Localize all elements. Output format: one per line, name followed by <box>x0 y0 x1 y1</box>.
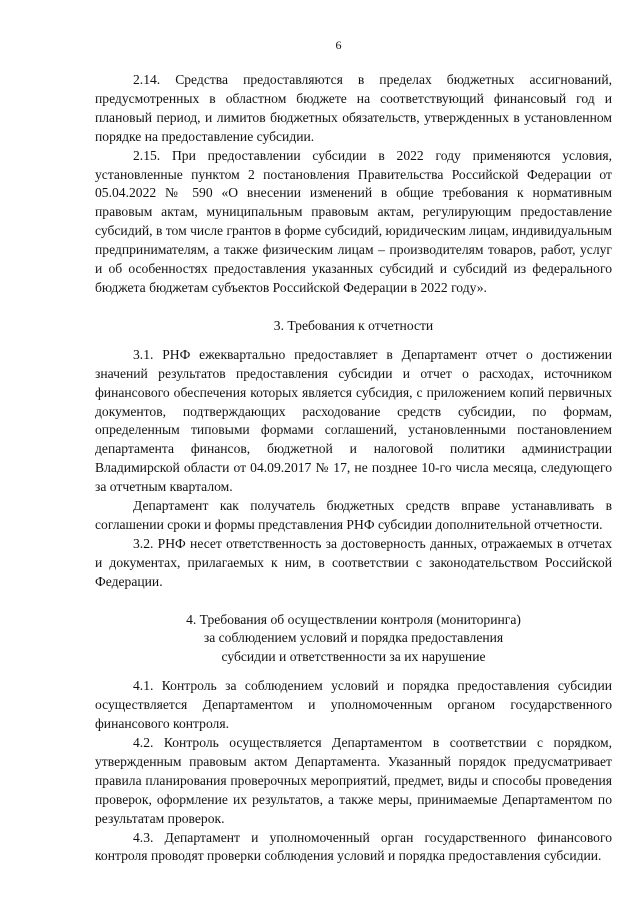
paragraph-3-2: 3.2. РНФ несет ответственность за достоверность данных, отражаемых в отчетах и документах, прилагаемых к ним, в соответствии с законодательством Российской Федерации. <box>95 535 612 589</box>
paragraph-2-14: 2.14. Средства предоставляются в пределах бюджетных ассигнований, предусмотренных в областном бюджете на соответствующий финансовый год и плановый период, и лимитов бюджетных обязательств, утвержденных в установленном порядке на предоставление субсидии. <box>95 72 612 144</box>
section-4-heading-line-3: субсидии и ответственности за их нарушение <box>221 649 486 665</box>
paragraph-4-3: 4.3. Департамент и уполномоченный орган государственного финансового контроля проводят проверки соблюдения условий и порядка предоставления субсидии. <box>95 829 612 864</box>
paragraph-4-2: 4.2. Контроль осуществляется Департаментом в соответствии с порядком, утвержденным правовым актом Департамента. Указанный порядок предусматривает правила планирования проверочных мероприятий, предмет, виды и способы проведения проверок, оформление их результатов, а также меры, принимаемые Департаментом по результатам проверок. <box>95 735 612 826</box>
paragraph-3-1-note: Департамент как получатель бюджетных средств вправе устанавливать в соглашении сроки и формы представления РНФ субсидии дополнительной отчетности. <box>95 498 612 532</box>
paragraph-2-15: 2.15. При предоставлении субсидии в 2022 году применяются условия, установленные пунктом 2 постановления Правительства Российской Федерации от 05.04.2022 № 590 «О внесении изменений в общие требования к нормативным правовым актам, муниципальным правовым актам, регулирующим предоставление субсидий, в том числе грантов в форме субсидий, юридическим лицам, индивидуальным предпринимателям, а также физическим лицам – производителям товаров, работ, услуг и об особенностях предоставления указанных субсидий и субсидий из федерального бюджета бюджетам субъектов Российской Федерации в 2022 году». <box>95 147 612 295</box>
paragraph-4-1: 4.1. Контроль за соблюдением условий и порядка предоставления субсидии осуществляется Департаментом и уполномоченным органом государственного финансового контроля. <box>95 678 612 732</box>
page-number: 6 <box>335 38 342 52</box>
section-4-heading-line-2: за соблюдением условий и порядка предоставления <box>203 630 504 646</box>
section-4-heading-line-1: 4. Требования об осуществлении контроля (мониторинга) <box>186 611 521 627</box>
section-3-heading: 3. Требования к отчетности <box>273 317 434 333</box>
paragraph-3-1: 3.1. РНФ ежеквартально предоставляет в Департамент отчет о достижении значений результатов предоставления субсидии и отчет о расходах, источником финансового обеспечения которых является субсидия, с приложением копий первичных документов, подтверждающих расходование средств субсидии, по формам, определенным типовыми формами соглашений, установленными постановлением департамента финансов, бюджетной и налоговой политики администрации Владимирской области от 04.09.2017 № 17, не позднее 10-го числа месяца, следующего за отчетным кварталом. <box>95 346 612 495</box>
